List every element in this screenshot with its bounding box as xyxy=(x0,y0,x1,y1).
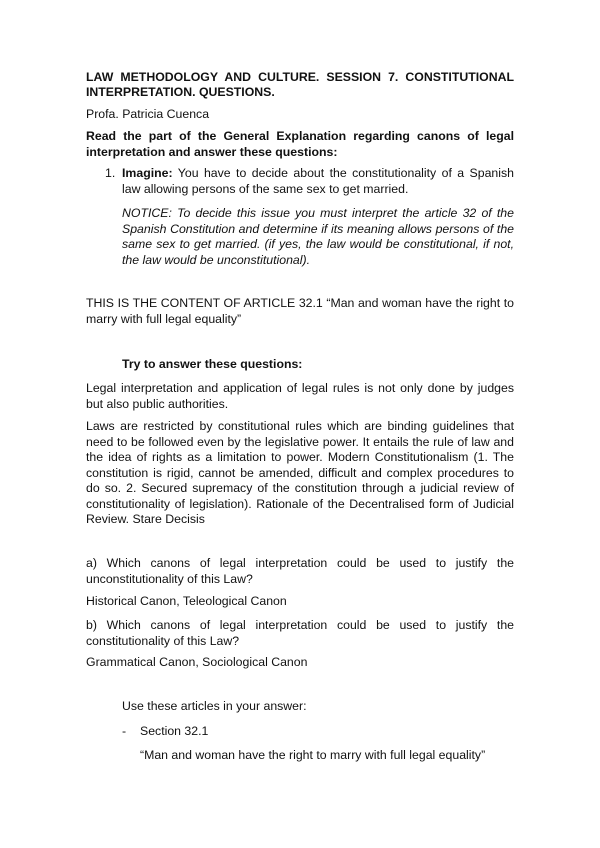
question-b: b) Which canons of legal interpretation could be used to justify the constitutionality of this Law? xyxy=(86,618,514,648)
try-heading: Try to answer these questions: xyxy=(122,357,303,371)
paragraph-2: Laws are restricted by constitutional rules which are binding guidelines that need to be followed even by the legislative power. It entails the rule of law and the idea of rights as a limitation to power. Modern Constitutionalism (1. The constitution is rigid, cannot be amended, difficult and complex procedures to do so. 2. Secured supremacy of the constitution through a judicial review of constitutionality of legislation). Rationale of the Decentralised form of Judicial Review. Stare Decisis xyxy=(86,419,514,526)
section-quote: “Man and woman have the right to marry with full legal equality” xyxy=(140,748,486,762)
section-label: Section 32.1 xyxy=(140,724,209,738)
answer-b: Grammatical Canon, Sociological Canon xyxy=(86,655,308,669)
instruction-text: Read the part of the General Explanation regarding canons of legal interpretation and answer these questions: xyxy=(86,129,514,159)
notice-text: NOTICE: To decide this issue you must interpret the article 32 of the Spanish Constitution and determine if its meaning allows persons of the same sex to get married. (if yes, the law would be constitutional, if not, the law would be unconstitutional). xyxy=(122,206,514,267)
document-title: LAW METHODOLOGY AND CULTURE. SESSION 7. CONSTITUTIONAL INTERPRETATION. QUESTIONS. xyxy=(86,70,514,99)
question-1-number: 1. xyxy=(105,166,116,180)
article-content: THIS IS THE CONTENT OF ARTICLE 32.1 “Man and woman have the right to marry with full legal equality” xyxy=(86,296,514,326)
question-1 xyxy=(105,166,514,197)
professor-name: Profa. Patricia Cuenca xyxy=(86,107,210,121)
use-articles-text: Use these articles in your answer: xyxy=(122,699,307,713)
bullet-dash: - xyxy=(122,724,127,738)
question-1-lead: Imagine: xyxy=(122,166,173,180)
section-list-item xyxy=(122,724,208,740)
answer-a: Historical Canon, Teleological Canon xyxy=(86,594,287,608)
paragraph-1: Legal interpretation and application of legal rules is not only done by judges but also public authorities. xyxy=(86,381,514,411)
question-a: a) Which canons of legal interpretation could be used to justify the unconstitutionality of this Law? xyxy=(86,556,514,586)
question-1-text xyxy=(122,166,514,197)
question-1-body: You have to decide about the constitutionality of a Spanish law allowing persons of the same sex to get married. xyxy=(122,166,514,196)
